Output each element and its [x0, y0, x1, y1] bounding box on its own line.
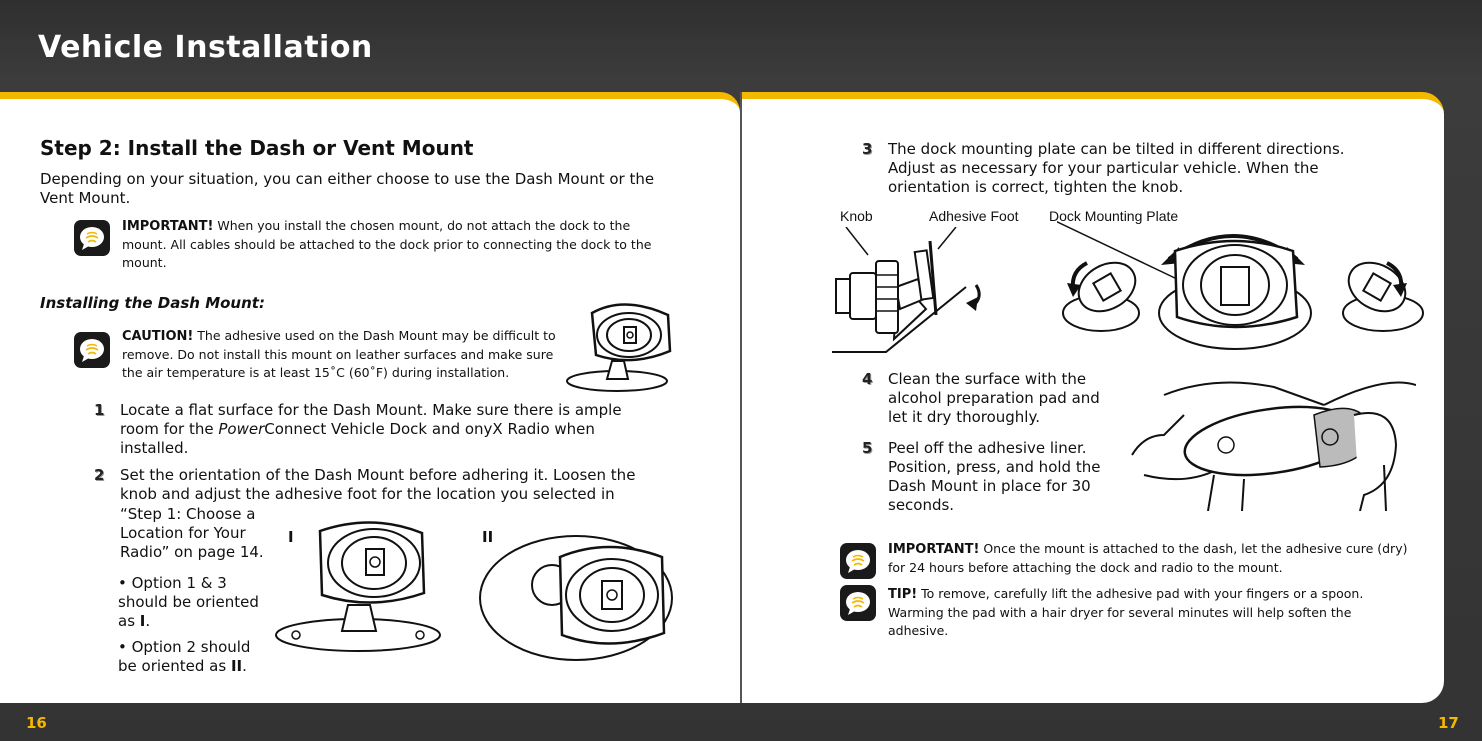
page-number-left: 16 — [26, 714, 47, 732]
tip-text: To remove, carefully lift the adhesive pad with your fingers or a spoon. Warming the pad with a hair dryer for several minutes will help soften the adhesive. — [888, 586, 1364, 638]
side-view-mount-illustration — [826, 227, 996, 359]
page-number-right: 17 — [1438, 714, 1459, 732]
figure-label-I: I — [288, 528, 294, 546]
adhesive-foot-callout: Adhesive Foot — [929, 208, 1019, 224]
important-note — [122, 217, 667, 272]
step-2-text-continued: “Step 1: Choose a Location for Your Radio” on page 14. — [120, 505, 264, 561]
step-1-text-pre: Locate a flat surface for the Dash Mount. Make sure there is ample room for the — [120, 401, 622, 438]
speech-bubble-icon — [840, 543, 876, 579]
step-number: 5 — [862, 439, 873, 457]
caution-note — [122, 327, 562, 382]
page-title: Vehicle Installation — [38, 30, 373, 65]
important-label: IMPORTANT! — [122, 219, 214, 234]
step-1-italic: Power — [218, 420, 265, 438]
step-2 — [94, 466, 664, 503]
orientation-I-illustration — [272, 517, 447, 655]
step-number: 3 — [862, 140, 873, 158]
step-5 — [862, 439, 1112, 514]
left-page — [0, 92, 740, 703]
important-text: When you install the chosen mount, do not attach the dock to the mount. All cables should be attached to the dock prior to connecting the dock to the mount. — [122, 218, 652, 270]
right-page — [742, 92, 1444, 703]
speech-bubble-icon — [840, 585, 876, 621]
step-4-text: Clean the surface with the alcohol preparation pad and let it dry thoroughly. — [888, 370, 1100, 426]
tilt-directions-illustration — [1057, 217, 1457, 365]
important-note-right — [888, 540, 1408, 577]
intro-text: Depending on your situation, you can either choose to use the Dash Mount or the Vent Mount. — [40, 170, 655, 207]
tip-label: TIP! — [888, 587, 918, 602]
speech-bubble-icon — [74, 332, 110, 368]
option-2-bullet: • Option 2 should be oriented as II. — [118, 638, 251, 675]
step-number: 1 — [94, 401, 105, 419]
step-4 — [862, 370, 1112, 426]
tip-note — [888, 585, 1408, 640]
section-heading: Step 2: Install the Dash or Vent Mount — [40, 136, 474, 160]
speech-bubble-icon — [74, 220, 110, 256]
step-number: 4 — [862, 370, 873, 388]
step-3 — [862, 140, 1362, 196]
important-label: IMPORTANT! — [888, 542, 980, 557]
option-1-bullet: • Option 1 & 3 should be oriented as I. — [118, 574, 259, 630]
step-2-text: Set the orientation of the Dash Mount before adhering it. Loosen the knob and adjust the adhesive foot for the location you selected in — [120, 466, 636, 503]
step-3-text: The dock mounting plate can be tilted in different directions. Adjust as necessary for your particular vehicle. When the orientation is correct, tighten the knob. — [888, 140, 1345, 196]
caution-label: CAUTION! — [122, 329, 194, 344]
peel-adhesive-liner-illustration — [1124, 375, 1416, 511]
subheading: Installing the Dash Mount: — [40, 294, 265, 312]
step-1-text-post: Connect Vehicle Dock and onyX Radio when installed. — [120, 420, 595, 457]
step-number: 2 — [94, 466, 105, 484]
dash-mount-illustration — [562, 299, 674, 395]
step-5-text: Peel off the adhesive liner. Position, press, and hold the Dash Mount in place for 30 seconds. — [888, 439, 1101, 514]
dock-mounting-plate-callout: Dock Mounting Plate — [1049, 208, 1179, 224]
caution-text: The adhesive used on the Dash Mount may be difficult to remove. Do not install this mount on leather surfaces and make sure the air temperature is at least 15˚C (60˚F) during installation. — [122, 328, 556, 380]
important-text: Once the mount is attached to the dash, let the adhesive cure (dry) for 24 hours before attaching the dock and radio to the mount. — [888, 541, 1408, 575]
orientation-II-illustration — [478, 531, 680, 665]
step-1 — [94, 401, 654, 457]
knob-callout: Knob — [840, 208, 873, 224]
figure-label-II: II — [482, 528, 494, 546]
